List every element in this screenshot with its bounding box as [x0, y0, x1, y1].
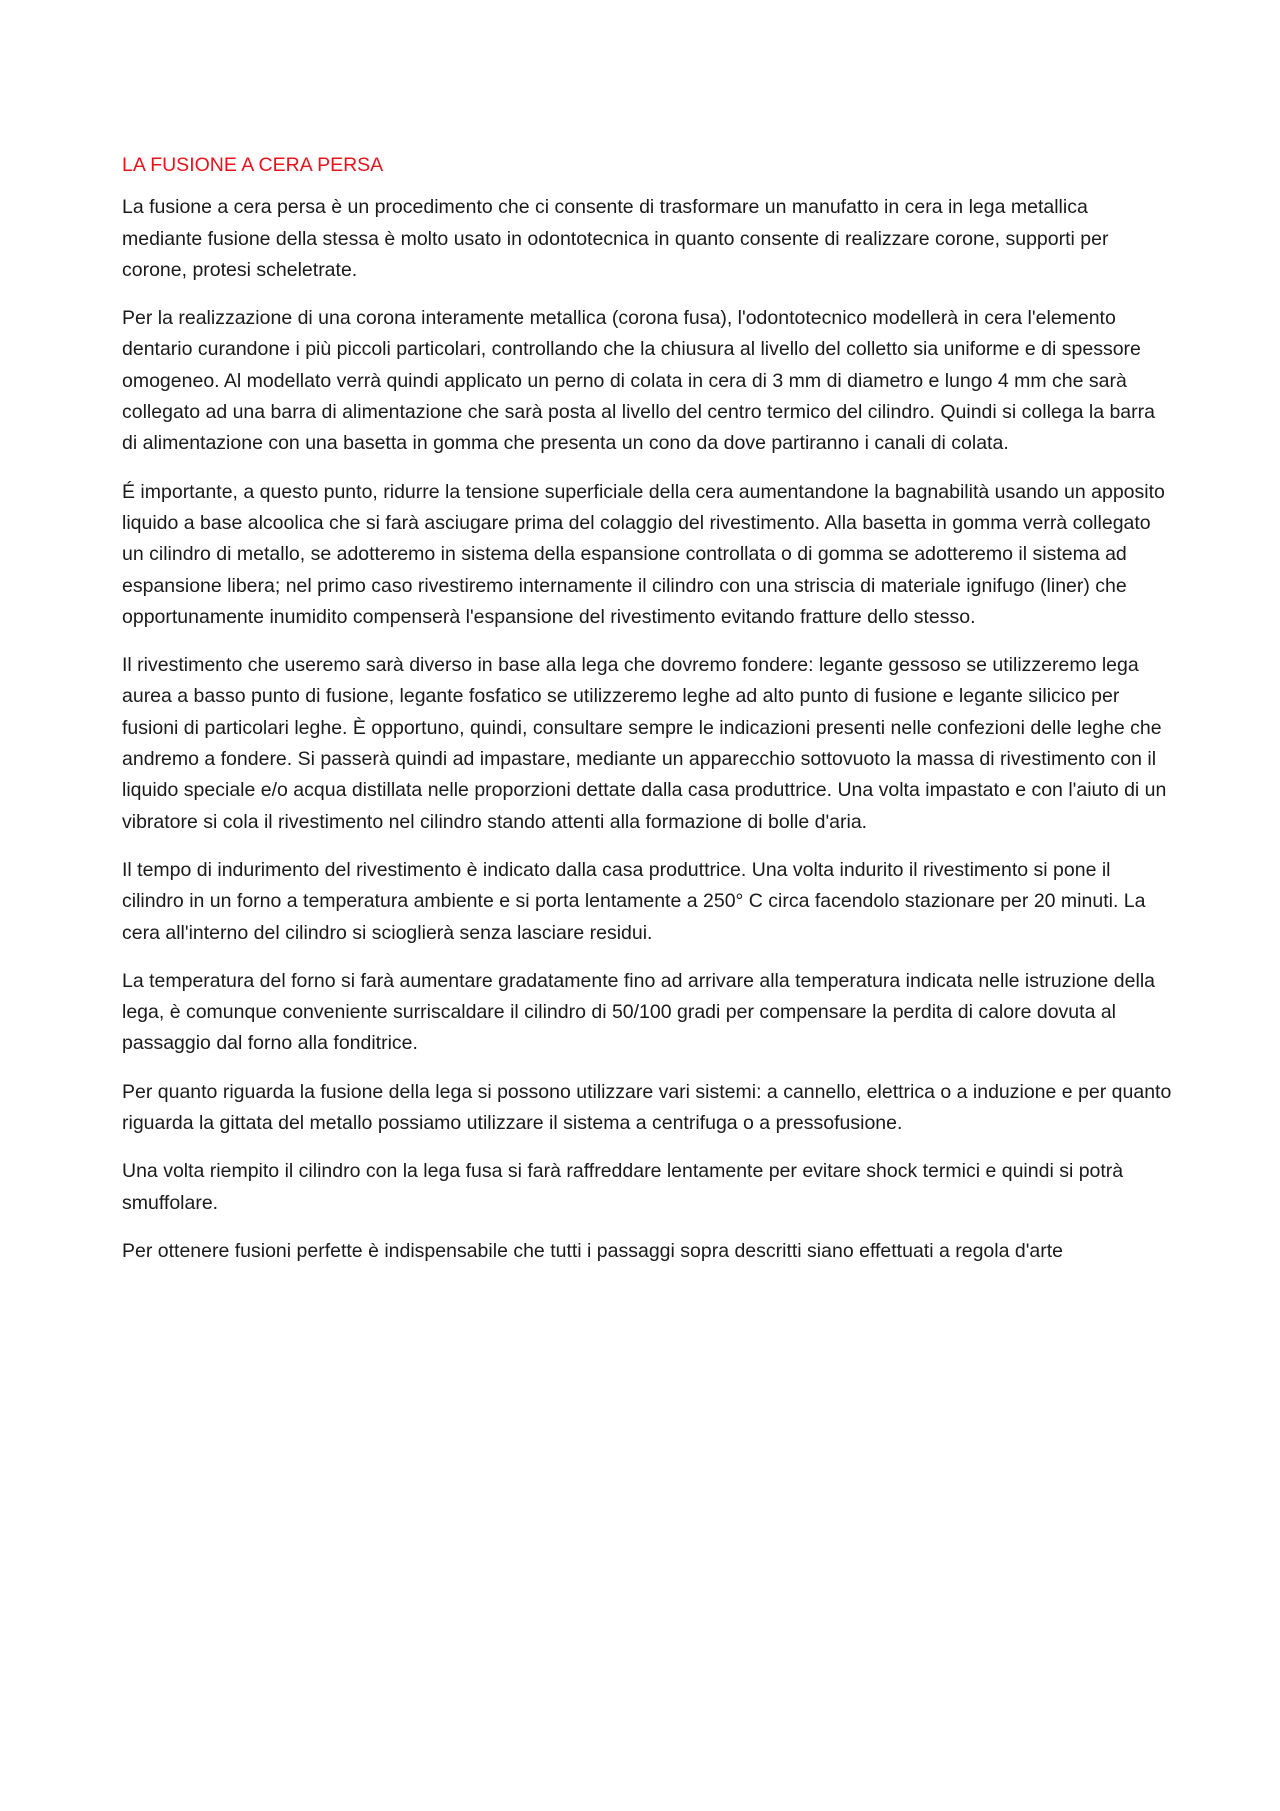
paragraph-6: La temperatura del forno si farà aumentare gradatamente fino ad arrivare alla temperatura indicata nelle istruzione della lega, è comunque conveniente surriscaldare il cilindro di 50/100 gradi per compensare la perdita di calore dovuta al passaggio dal forno alla fonditrice.: [122, 969, 1156, 1055]
paragraph-3: É importante, a questo punto, ridurre la tensione superficiale della cera aumentandone la bagnabilità usando un apposito liquido a base alcoolica che si farà asciugare prima del colaggio del rivestimento. Alla basetta in gomma verrà collegato un cilindro di metallo, se adotteremo in sistema della espansione controllata o di gomma se adotteremo il sistema ad espansione libera; nel primo caso rivestiremo internamente il cilindro con una striscia di materiale ignifugo (liner) che opportunamente inumidito compenserà l'espansione del rivestimento evitando fratture dello stesso.: [122, 480, 1165, 628]
paragraph-1: La fusione a cera persa è un procedimento che ci consente di trasformare un manufatto in cera in lega metallica mediante fusione della stessa è molto usato in odontotecnica in quanto consente di realizzare corone, supporti per corone, protesi scheletrate.: [122, 196, 1109, 281]
paragraph-8: Una volta riempito il cilindro con la lega fusa si farà raffreddare lentamente per evitare shock termici e quindi si potrà smuffolare.: [122, 1160, 1124, 1214]
paragraph-4: Il rivestimento che useremo sarà diverso in base alla lega che dovremo fondere: legante gessoso se utilizzeremo lega aurea a basso punto di fusione, legante fosfatico se utilizzeremo leghe ad alto punto di fusione e legante silicico per fusioni di particolari leghe. È opportuno, quindi, consultare sempre le indicazioni presenti nelle confezioni delle leghe che andremo a fondere. Si passerà quindi ad impastare, mediante un apparecchio sottovuoto la massa di rivestimento con il liquido speciale e/o acqua distillata nelle proporzioni dettate dalla casa produttrice. Una volta impastato e con l'aiuto di un vibratore si cola il rivestimento nel cilindro stando attenti alla formazione di bolle d'aria.: [122, 654, 1167, 833]
document-body: [122, 150, 1172, 1284]
paragraph-2: Per la realizzazione di una corona interamente metallica (corona fusa), l'odontotecnico modellerà in cera l'elemento dentario curandone i più piccoli particolari, controllando che la chiusura al livello del colletto sia uniforme e di spessore omogeneo. Al modellato verrà quindi applicato un perno di colata in cera di 3 mm di diametro e lungo 4 mm che sarà collegato ad una barra di alimentazione che sarà posta al livello del centro termico del cilindro. Quindi si collega la barra di alimentazione con una basetta in gomma che presenta un cono da dove partiranno i canali di colata.: [122, 307, 1155, 455]
paragraph-9: Per ottenere fusioni perfette è indispensabile che tutti i passaggi sopra descritti siano effettuati a regola d'arte: [122, 1239, 1064, 1262]
document-title: LA FUSIONE A CERA PERSA: [122, 154, 384, 176]
paragraph-7: Per quanto riguarda la fusione della lega si possono utilizzare vari sistemi: a cannello, elettrica o a induzione e per quanto riguarda la gittata del metallo possiamo utilizzare il sistema a centrifuga o a pressofusione.: [122, 1080, 1172, 1135]
paragraph-5: Il tempo di indurimento del rivestimento è indicato dalla casa produttrice. Una volta indurito il rivestimento si pone il cilindro in un forno a temperatura ambiente e si porta lentamente a 250° C circa facendolo stazionare per 20 minuti. La cera all'interno del cilindro si scioglierà senza lasciare residui.: [122, 858, 1146, 944]
